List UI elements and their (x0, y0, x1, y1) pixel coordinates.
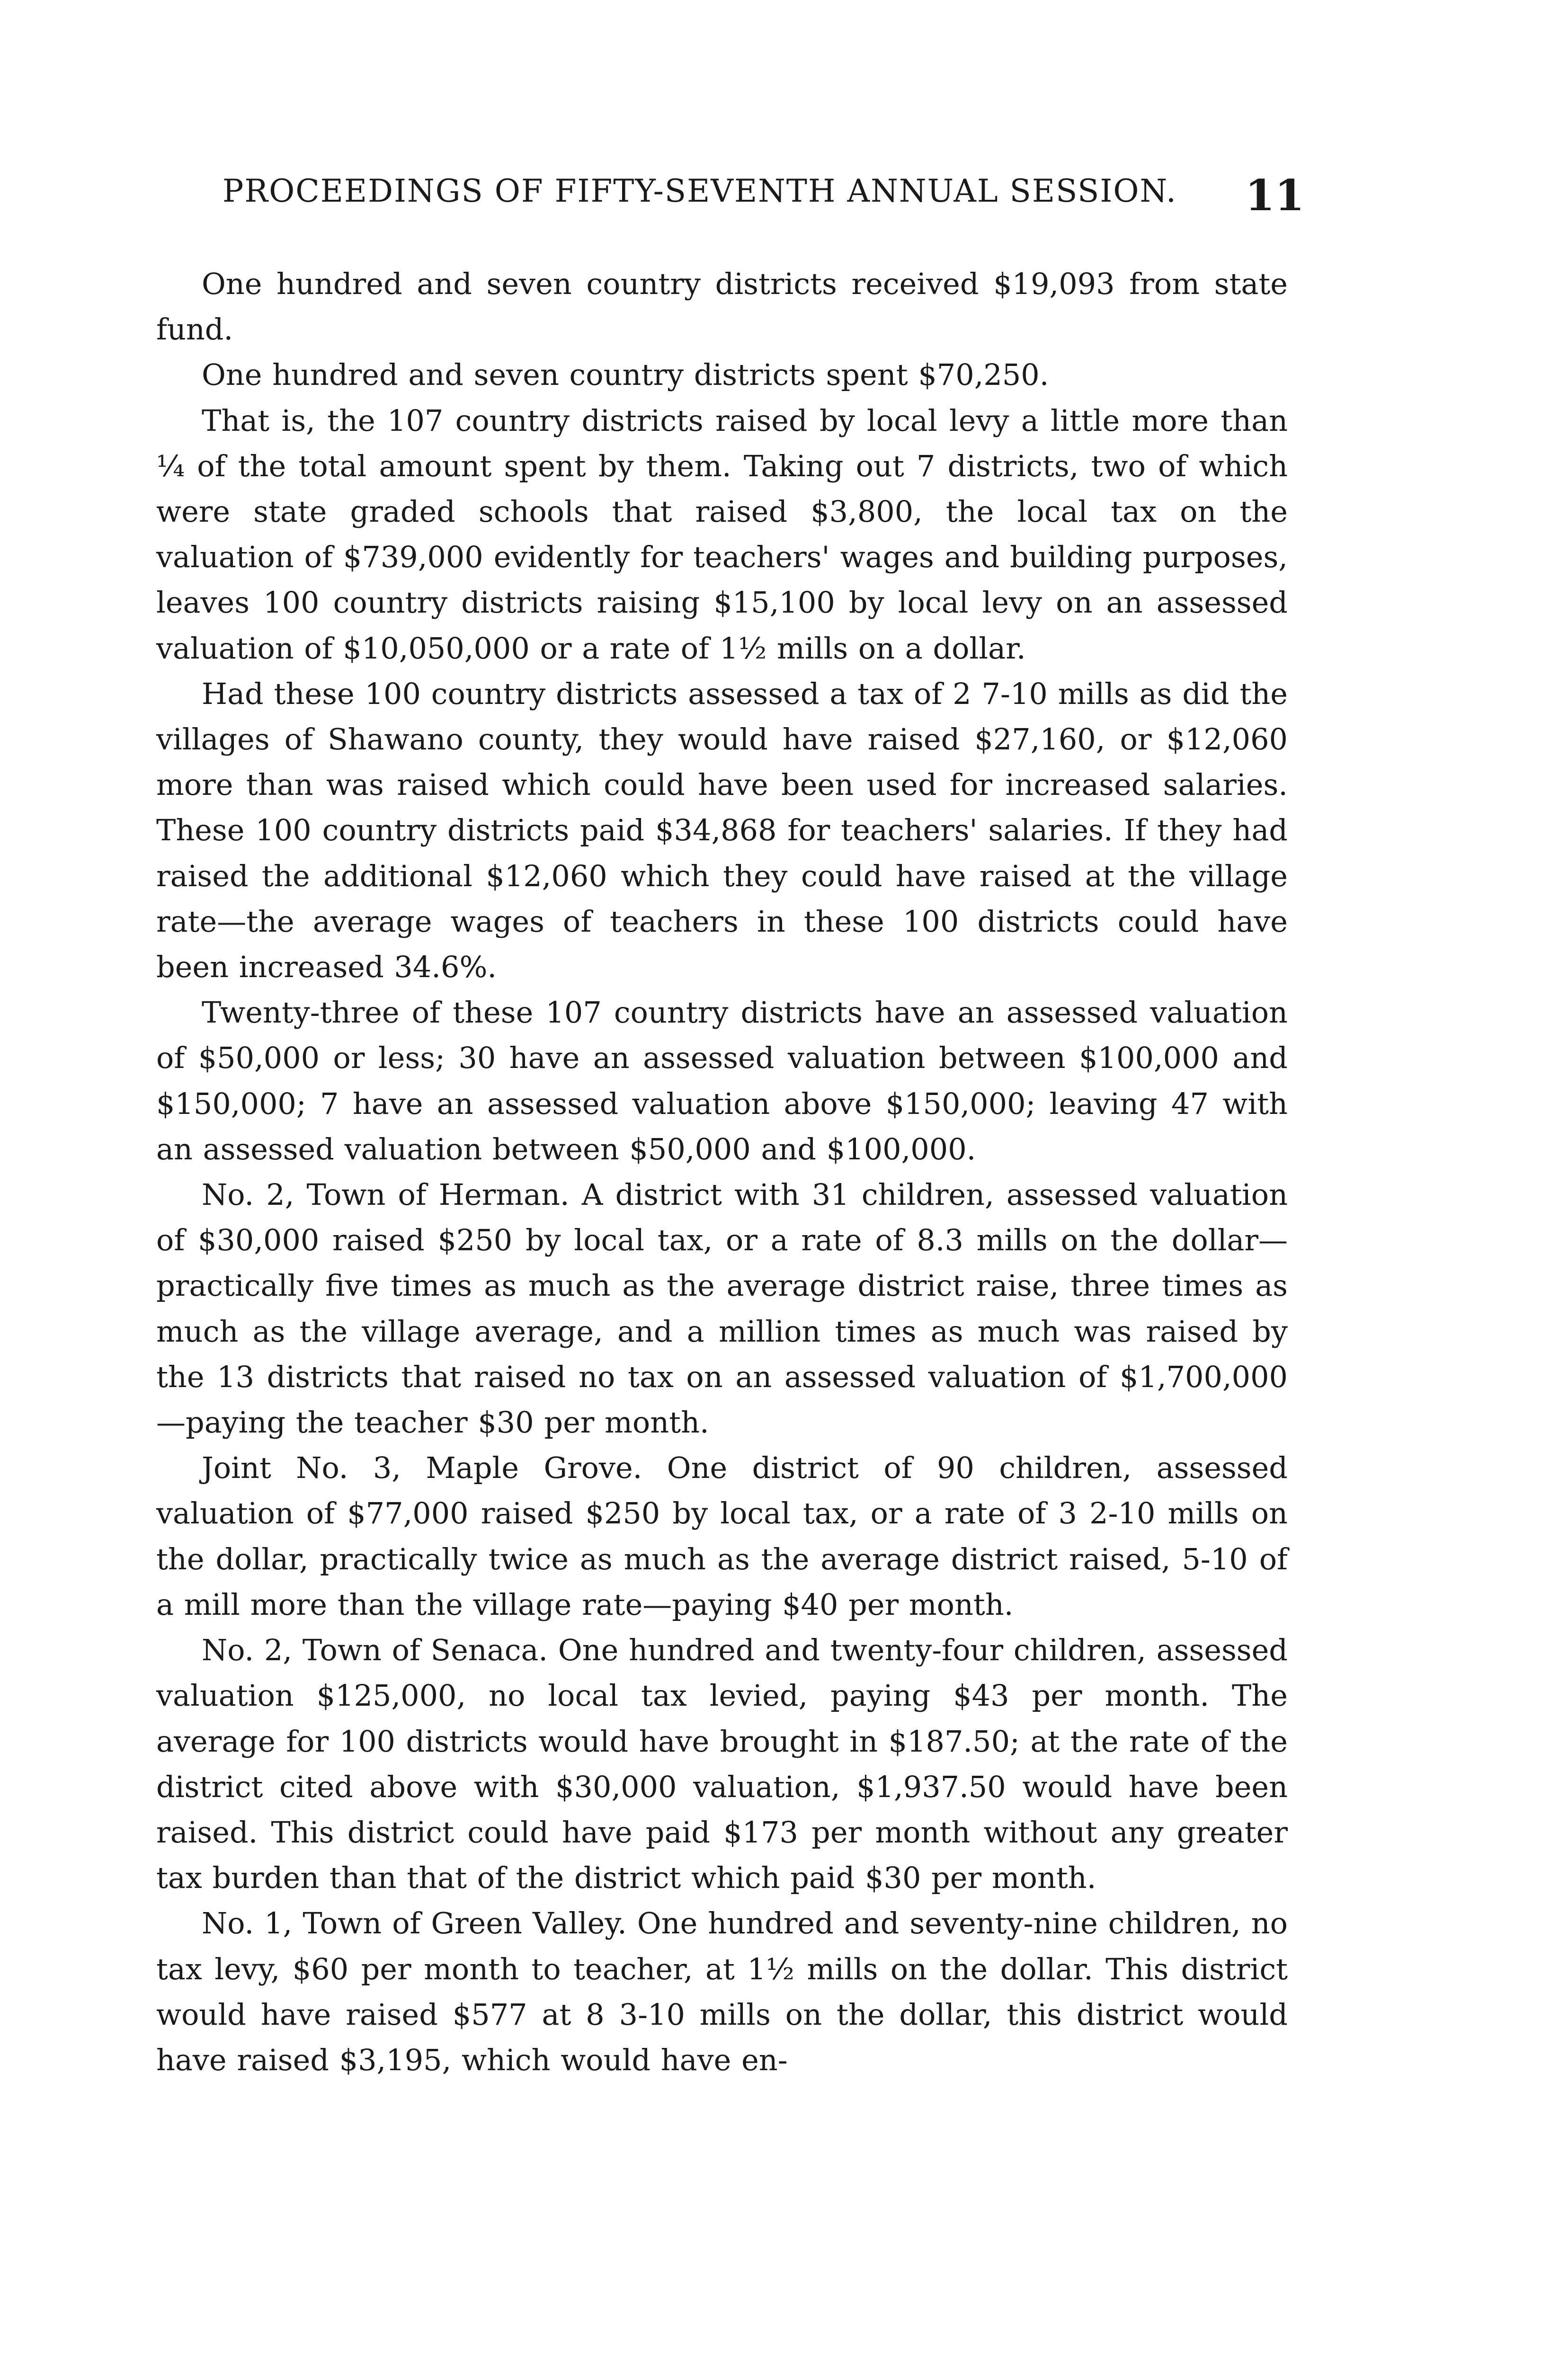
paragraph-districts-spent: One hundred and seven country districts spent $70,250. (202, 357, 1049, 392)
paragraph-state-fund: One hundred and seven country districts received $19,093 from state fund. (156, 267, 1288, 347)
paragraph-assessed-valuation: Twenty-three of these 107 country districts have an assessed valuation of $50,000 or less; 30 have an assessed valuation between $100,000 and $150,000; 7 have an assessed valuation above $150,000; leaving 47 with an assessed valuation between $50,000 and $100,000. (156, 995, 1288, 1166)
paragraph-green-valley: No. 1, Town of Green Valley. One hundred and seventy-nine children, no tax levy, $60 per month to teacher, at 1½ mills on the dollar. This district would have raised $577 at 8 3-10 mills on the dollar, this district would have raised $3,195, which would have en- (156, 1906, 1288, 2077)
paragraph-maple-grove: Joint No. 3, Maple Grove. One district of 90 children, assessed valuation of $77,000 raised $250 by local tax, or a rate of 3 2-10 mills on the dollar, practically twice as much as the average district raised, 5-10 of a mill more than the village rate—paying $40 per month. (156, 1450, 1288, 1622)
paragraph-town-of-herman: No. 2, Town of Herman. A district with 31 children, assessed valuation of $30,000 raised $250 by local tax, or a rate of 8.3 mills on the dollar—practically five times as much as the average district raise, three times as much as the village average, and a million times as much was raised by the 13 districts that raised no tax on an assessed valuation of $1,700,000—paying the teacher $30 per month. (156, 1177, 1288, 1440)
paragraph-town-of-senaca: No. 2, Town of Senaca. One hundred and twenty-four children, assessed valuation $125,000, no local tax levied, paying $43 per month. The average for 100 districts would have brought in $187.50; at the rate of the district cited above with $30,000 valuation, $1,937.50 would have been raised. This district could have paid $173 per month without any greater tax burden than that of the district which paid $30 per month. (156, 1633, 1288, 1895)
paragraph-village-rate: Had these 100 country districts assessed a tax of 2 7-10 mills as did the villages of Shawano county, they would have raised $27,160, or $12,060 more than was raised which could have been used for increased salaries. These 100 country districts paid $34,868 for teachers' salaries. If they had raised the additional $12,060 which they could have raised at the village rate—the average wages of teachers in these 100 districts could have been increased 34.6%. (156, 676, 1288, 985)
body-text (156, 261, 1288, 2083)
paragraph-local-levy: That is, the 107 country districts raised by local levy a little more than ¼ of the total amount spent by them. Taking out 7 districts, two of which were state graded schools that raised $3,800, the local tax on the valuation of $739,000 evidently for teachers' wages and building purposes, leaves 100 country districts raising $15,100 by local levy on an assessed valuation of $10,050,000 or a rate of 1½ mills on a dollar. (156, 403, 1288, 666)
running-head: PROCEEDINGS OF FIFTY-SEVENTH ANNUAL SESSION. (223, 173, 1177, 209)
page-number: 11 (1245, 170, 1305, 221)
